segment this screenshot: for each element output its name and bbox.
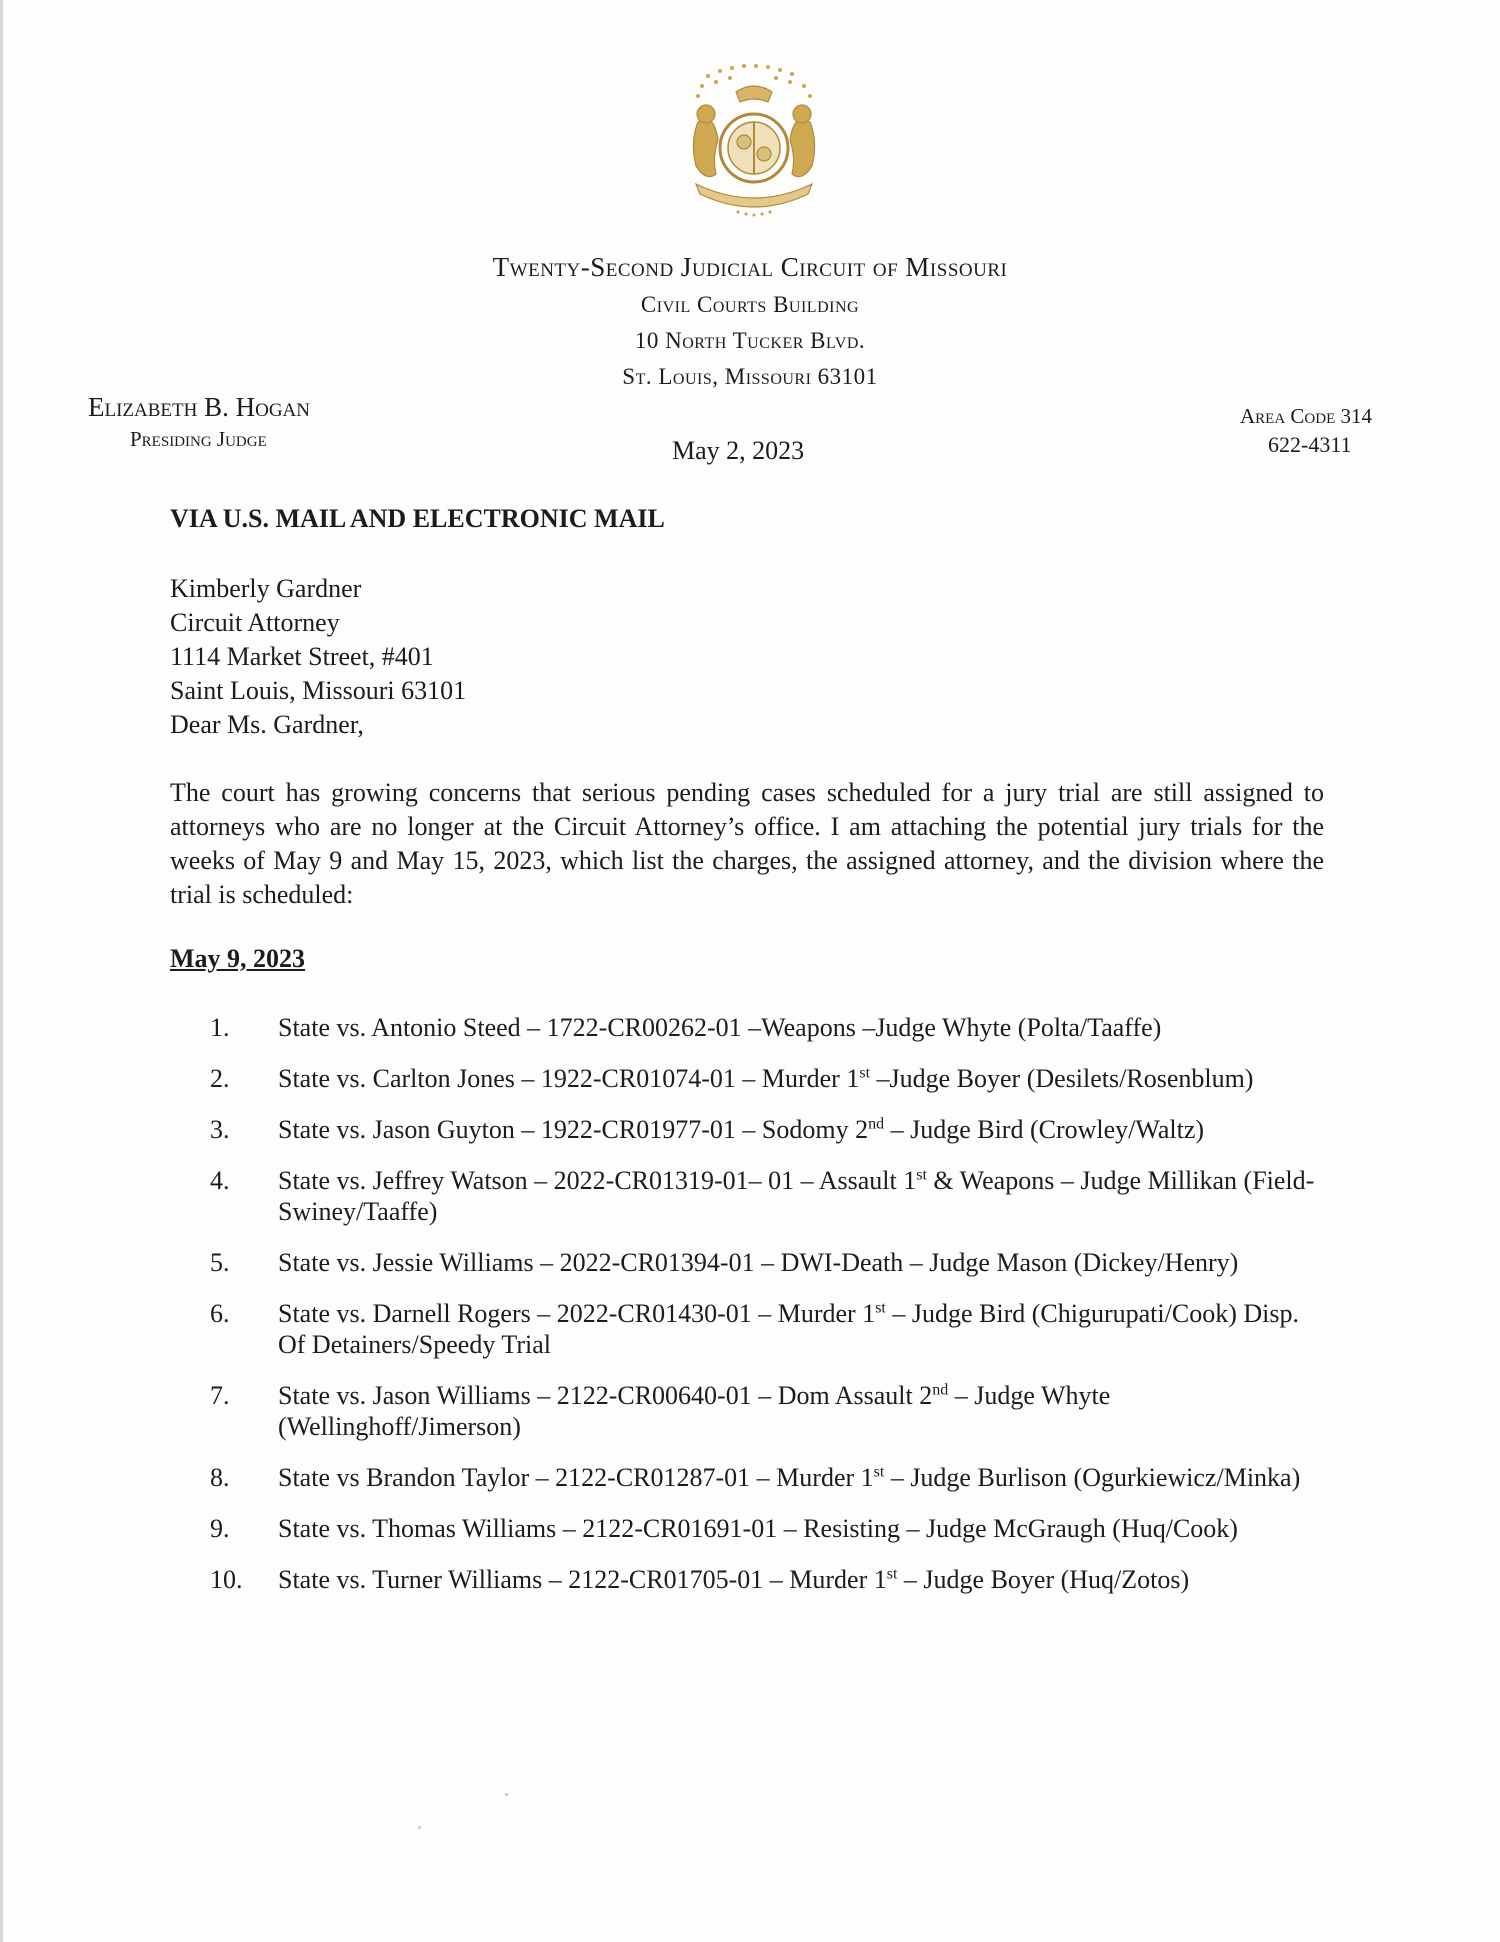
case-item bbox=[200, 1114, 1330, 1145]
case-item bbox=[200, 1513, 1330, 1544]
case-text-cont: –Judge Boyer (Desilets/Rosenblum) bbox=[870, 1064, 1254, 1093]
case-text-cont: – Judge Bird (Crowley/Waltz) bbox=[884, 1115, 1205, 1144]
court-street: 10 North Tucker Blvd. bbox=[634, 328, 866, 353]
case-text: State vs. Jessie Williams – 2022-CR01394-01 – DWI-Death – Judge Mason (Dickey/Henry) bbox=[278, 1248, 1239, 1277]
section-heading: May 9, 2023 bbox=[170, 944, 306, 973]
recipient-city: Saint Louis, Missouri 63101 bbox=[170, 676, 467, 705]
recipient-name: Kimberly Gardner bbox=[170, 574, 362, 603]
case-item bbox=[200, 1564, 1330, 1595]
court-city: St. Louis, Missouri 63101 bbox=[622, 364, 878, 389]
case-ordinal: st bbox=[886, 1565, 898, 1583]
case-text-cont: – Judge Boyer (Huq/Zotos) bbox=[897, 1565, 1190, 1594]
case-text: State vs. Jason Williams – 2122-CR00640-01 – Dom Assault 2 bbox=[278, 1381, 933, 1410]
body-paragraph: The court has growing concerns that serious pending cases scheduled for a jury trial are still assigned to attorneys who are no longer at the Circuit Attorney’s office. I am attaching the potential jury trials for the weeks of May 9 and May 15, 2023, which list the charges, the assigned attorney, and the division where the trial is scheduled: bbox=[170, 778, 1324, 909]
missouri-state-seal bbox=[676, 62, 832, 220]
case-text-cont: – Judge Whyte (Wellinghoff/Jimerson) bbox=[278, 1381, 1111, 1441]
case-item bbox=[200, 1462, 1330, 1493]
case-number: 6. bbox=[210, 1299, 230, 1328]
judge-title: Presiding Judge bbox=[130, 427, 267, 451]
letter-date: May 2, 2023 bbox=[672, 436, 805, 465]
case-ordinal: st bbox=[916, 1166, 927, 1184]
case-item bbox=[200, 1247, 1330, 1278]
court-building: Civil Courts Building bbox=[640, 292, 860, 317]
case-text-cont: & Weapons – Judge Millikan (Field-Swiney/Taaffe) bbox=[278, 1166, 1315, 1226]
case-text-cont: – Judge Bird (Chigurupati/Cook) Disp. Of Detainers/Speedy Trial bbox=[278, 1299, 1299, 1359]
case-text: State vs. Thomas Williams – 2122-CR01691-01 – Resisting – Judge McGraugh (Huq/Cook) bbox=[278, 1514, 1238, 1543]
scan-speck bbox=[505, 1793, 508, 1796]
salutation: Dear Ms. Gardner, bbox=[170, 710, 364, 739]
case-item bbox=[200, 1165, 1330, 1227]
case-number: 3. bbox=[210, 1115, 230, 1144]
delivery-method: VIA U.S. MAIL AND ELECTRONIC MAIL bbox=[170, 504, 665, 533]
recipient-title: Circuit Attorney bbox=[170, 608, 340, 637]
case-number: 2. bbox=[210, 1064, 230, 1093]
case-ordinal: nd bbox=[932, 1381, 949, 1399]
area-code: Area Code 314 bbox=[1240, 404, 1372, 428]
case-text: State vs. Jeffrey Watson – 2022-CR01319-01– 01 – Assault 1 bbox=[278, 1166, 917, 1195]
case-number: 1. bbox=[210, 1013, 230, 1042]
case-number: 8. bbox=[210, 1463, 230, 1492]
court-name: Twenty-Second Judicial Circuit of Missouri bbox=[492, 252, 1008, 282]
case-item bbox=[200, 1298, 1330, 1360]
case-number: 10. bbox=[210, 1565, 243, 1594]
scan-speck bbox=[418, 1826, 421, 1829]
case-item bbox=[200, 1380, 1330, 1442]
case-ordinal: nd bbox=[868, 1115, 885, 1133]
case-ordinal: st bbox=[875, 1299, 886, 1317]
case-list bbox=[200, 1012, 1330, 1615]
case-item bbox=[200, 1063, 1330, 1094]
case-ordinal: st bbox=[873, 1463, 885, 1481]
case-number: 5. bbox=[210, 1248, 230, 1277]
case-text: State vs. Antonio Steed – 1722-CR00262-01 –Weapons –Judge Whyte (Polta/Taaffe) bbox=[278, 1013, 1162, 1042]
case-text: State vs. Turner Williams – 2122-CR01705-01 – Murder 1 bbox=[278, 1565, 887, 1594]
recipient-street: 1114 Market Street, #401 bbox=[170, 642, 434, 671]
case-item bbox=[200, 1012, 1330, 1043]
recipient-address bbox=[170, 572, 466, 742]
case-number: 7. bbox=[210, 1381, 230, 1410]
case-number: 9. bbox=[210, 1514, 230, 1543]
case-text: State vs. Darnell Rogers – 2022-CR01430-01 – Murder 1 bbox=[278, 1299, 876, 1328]
case-text-cont: – Judge Burlison (Ogurkiewicz/Minka) bbox=[884, 1463, 1301, 1492]
case-number: 4. bbox=[210, 1166, 230, 1195]
case-text: State vs Brandon Taylor – 2122-CR01287-01 – Murder 1 bbox=[278, 1463, 874, 1492]
case-ordinal: st bbox=[859, 1064, 871, 1082]
judge-name: Elizabeth B. Hogan bbox=[88, 392, 311, 422]
phone-number: 622-4311 bbox=[1268, 432, 1352, 457]
case-text: State vs. Carlton Jones – 1922-CR01074-01 – Murder 1 bbox=[278, 1064, 860, 1093]
case-text: State vs. Jason Guyton – 1922-CR01977-01 – Sodomy 2 bbox=[278, 1115, 869, 1144]
